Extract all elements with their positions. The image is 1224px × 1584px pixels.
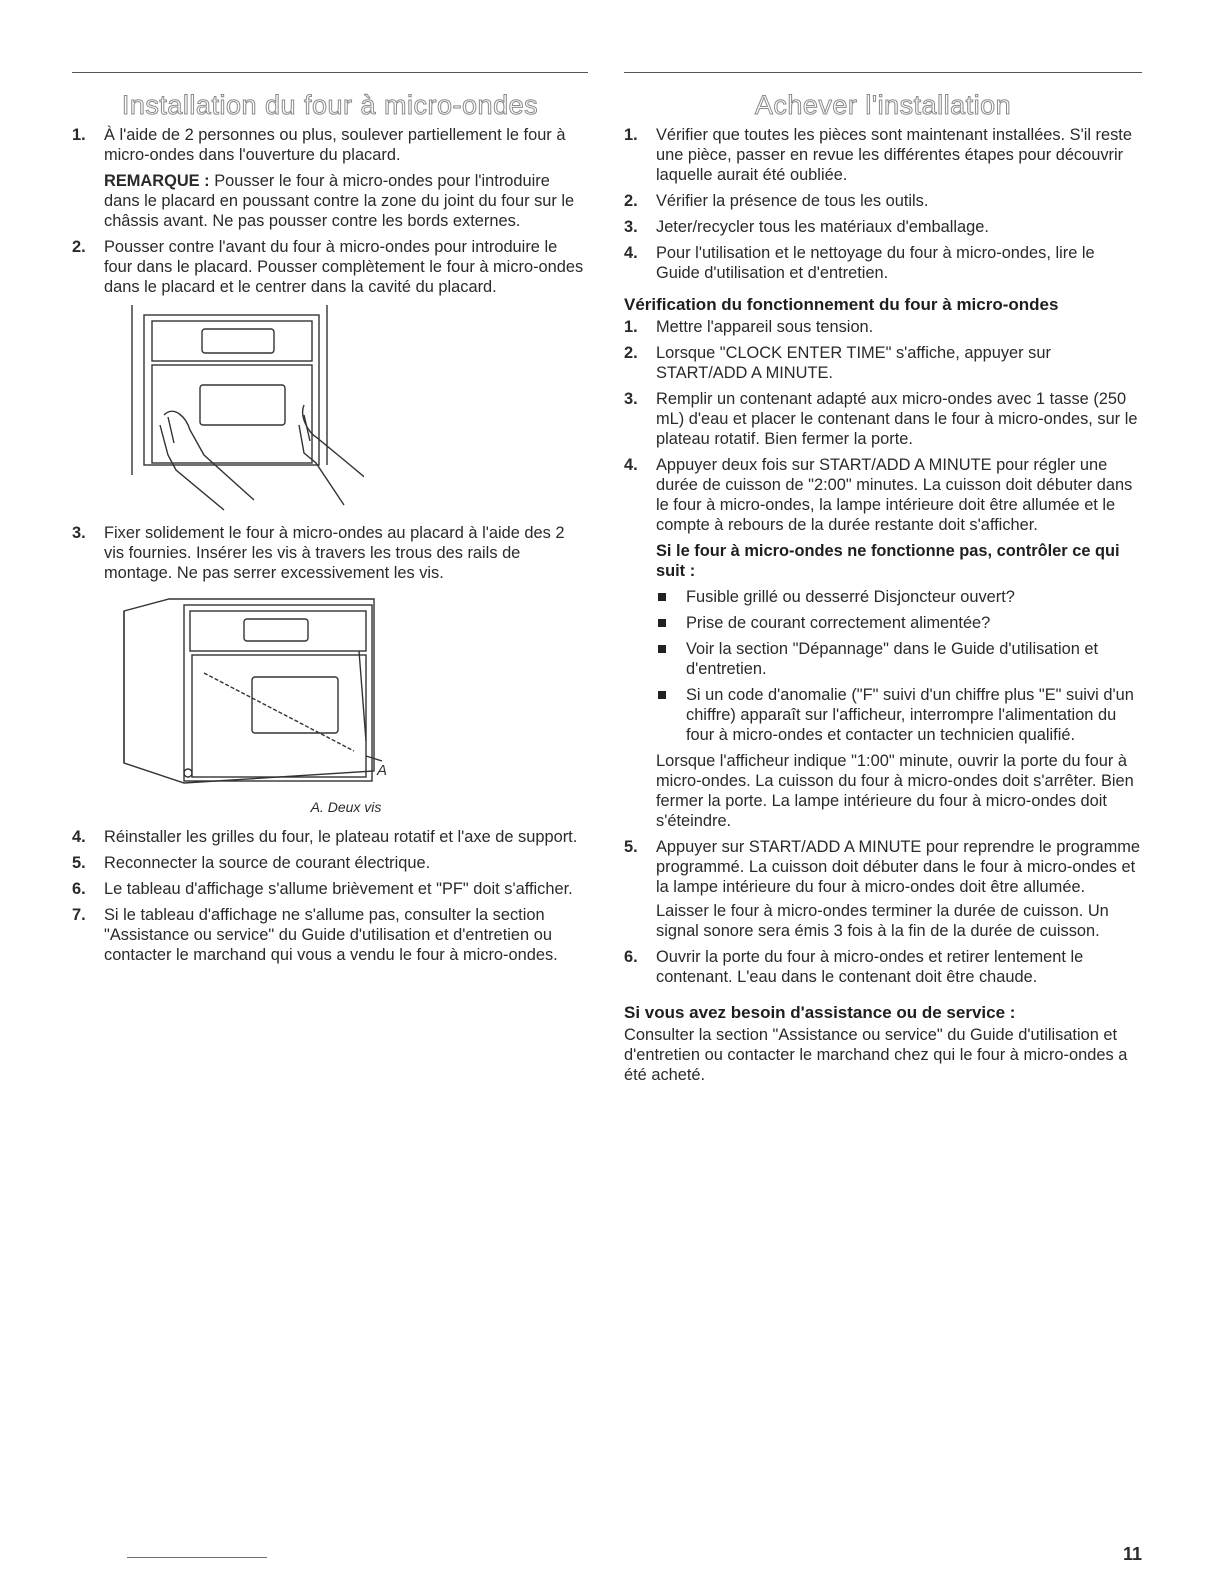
check-step-3: [624, 389, 1142, 449]
step-text: Vérifier la présence de tous les outils.: [656, 192, 929, 210]
right-column: [624, 72, 1142, 1085]
step-3: [624, 217, 1142, 237]
section-title-installation: Installation du four à micro-ondes: [121, 90, 539, 120]
step-text: Jeter/recycler tous les matériaux d'emballage.: [656, 218, 989, 236]
step-7: [72, 905, 588, 965]
note: [104, 171, 588, 231]
troubleshoot-heading: Si le four à micro-ondes ne fonctionne pas, contrôler ce qui suit :: [656, 542, 1120, 580]
step-text: Fixer solidement le four à micro-ondes au placard à l'aide des 2 vis fournies. Insérer les vis à travers les trous des rails de montage. Ne pas serrer excessivement les vis.: [104, 524, 565, 582]
step-text: À l'aide de 2 personnes ou plus, soulever partiellement le four à micro-ondes dans l'ouverture du placard.: [104, 126, 566, 164]
assist-heading: Si vous avez besoin d'assistance ou de service :: [624, 1003, 1016, 1022]
step-text: Remplir un contenant adapté aux micro-ondes avec 1 tasse (250 mL) d'eau et placer le contenant dans le four à micro-ondes, sur le plateau rotatif. Bien fermer la porte.: [656, 390, 1138, 448]
figure-label-a: A: [377, 762, 388, 779]
step-number: 5.: [624, 838, 638, 856]
left-column: [72, 72, 588, 971]
list-item: Si un code d'anomalie ("F" suivi d'un chiffre plus "E" suivi d'un chiffre) apparaît sur l'afficheur, interrompre l'alimentation du four à micro-ondes et contacter un technicien qualifié.: [656, 685, 1142, 745]
step-2: [72, 237, 588, 513]
step-number: 4.: [624, 456, 638, 474]
step-number: 1.: [624, 318, 638, 336]
check-step-6: [624, 947, 1142, 987]
step-6: [72, 879, 588, 899]
figure-screws: [104, 591, 588, 817]
step-4: [72, 827, 588, 847]
step-number: 3.: [624, 390, 638, 408]
step-text: Mettre l'appareil sous tension.: [656, 318, 874, 336]
step-number: 6.: [624, 948, 638, 966]
step-followup: Lorsque l'afficheur indique "1:00" minute, ouvrir la porte du four à micro-ondes. La cuisson du four à micro-ondes doit s'arrêter. Bien fermer la porte. La lampe intérieure du four à micro-ondes doit s'éteindre.: [656, 752, 1134, 830]
troubleshoot-list: [656, 587, 1142, 745]
figure-caption: A. Deux vis: [310, 799, 382, 815]
step-number: 3.: [624, 218, 638, 236]
step-text: Appuyer sur START/ADD A MINUTE pour reprendre le programme programmé. La cuisson doit débuter dans le four à micro-ondes et la lampe intérieure du four à micro-ondes doit être allumée.: [656, 838, 1141, 896]
check-step-5: [624, 837, 1142, 941]
page-number: 11: [1122, 1544, 1142, 1564]
screws-illustration: [104, 591, 394, 791]
step-text: Pousser contre l'avant du four à micro-ondes pour introduire le four dans le placard. Pousser complètement le four à micro-ondes dans le placard et le centrer dans la cavité du placard.: [104, 238, 584, 296]
step-number: 3.: [72, 524, 86, 542]
step-number: 6.: [72, 880, 86, 898]
step-text: Lorsque "CLOCK ENTER TIME" s'affiche, appuyer sur START/ADD A MINUTE.: [656, 344, 1051, 382]
step-number: 2.: [624, 344, 638, 362]
step-text: Vérifier que toutes les pièces sont maintenant installées. S'il reste une pièce, passer en revue les différentes étapes pour découvrir laquelle aurait été oubliée.: [656, 126, 1132, 184]
step-text: Pour l'utilisation et le nettoyage du four à micro-ondes, lire le Guide d'utilisation et d'entretien.: [656, 244, 1095, 282]
step-4: [624, 243, 1142, 283]
section-rule: [72, 72, 588, 73]
note-label: REMARQUE :: [104, 172, 210, 190]
step-text: Réinstaller les grilles du four, le plateau rotatif et l'axe de support.: [104, 828, 578, 846]
push-oven-illustration: [104, 305, 364, 513]
list-item: Prise de courant correctement alimentée?: [656, 613, 1142, 633]
figure-push-oven: [104, 305, 588, 513]
step-text: Si le tableau d'affichage ne s'allume pas, consulter la section "Assistance ou service" du Guide d'utilisation et d'entretien ou contacter le marchand qui vous a vendu le four à micro-ondes.: [104, 906, 558, 964]
step-1: [72, 125, 588, 231]
completion-steps: [624, 125, 1142, 283]
installation-steps: [72, 125, 588, 965]
check-step-4: [624, 455, 1142, 831]
check-steps: [624, 317, 1142, 987]
section-rule: [624, 72, 1142, 73]
step-text: Ouvrir la porte du four à micro-ondes et retirer lentement le contenant. L'eau dans le contenant doit être chaude.: [656, 948, 1084, 986]
step-number: 4.: [624, 244, 638, 262]
step-followup: Laisser le four à micro-ondes terminer la durée de cuisson. Un signal sonore sera émis 3 fois à la fin de la durée de cuisson.: [656, 902, 1109, 940]
step-number: 2.: [624, 192, 638, 210]
step-number: 1.: [624, 126, 638, 144]
step-number: 2.: [72, 238, 86, 256]
note-text: Pousser le four à micro-ondes pour l'introduire dans le placard en poussant contre la zone du joint du four sur le châssis avant. Ne pas pousser contre les bords externes.: [104, 172, 575, 230]
step-text: Appuyer deux fois sur START/ADD A MINUTE pour régler une durée de cuisson de "2:00" minutes. La cuisson doit débuter dans le four à micro-ondes, la lampe intérieure doit être allumée et le compte à rebours de la durée restante doit s'afficher.: [656, 456, 1133, 534]
list-item: Voir la section "Dépannage" dans le Guide d'utilisation et d'entretien.: [656, 639, 1142, 679]
list-item: Fusible grillé ou desserré Disjoncteur ouvert?: [656, 587, 1142, 607]
check-step-1: [624, 317, 1142, 337]
assist-text: Consulter la section "Assistance ou service" du Guide d'utilisation et d'entretien ou contacter le marchand chez qui le four à micro-ondes a été acheté.: [624, 1026, 1128, 1084]
step-3: [72, 523, 588, 817]
step-number: 7.: [72, 906, 86, 924]
step-2: [624, 191, 1142, 211]
footer-line: [127, 1557, 267, 1558]
step-number: 1.: [72, 126, 86, 144]
check-heading: Vérification du fonctionnement du four à micro-ondes: [624, 295, 1059, 314]
step-5: [72, 853, 588, 873]
step-text: Reconnecter la source de courant électrique.: [104, 854, 431, 872]
step-text: Le tableau d'affichage s'allume brièvement et "PF" doit s'afficher.: [104, 880, 573, 898]
check-step-2: [624, 343, 1142, 383]
step-number: 4.: [72, 828, 86, 846]
step-number: 5.: [72, 854, 86, 872]
section-title-achever: Achever l'installation: [754, 90, 1012, 120]
step-1: [624, 125, 1142, 185]
